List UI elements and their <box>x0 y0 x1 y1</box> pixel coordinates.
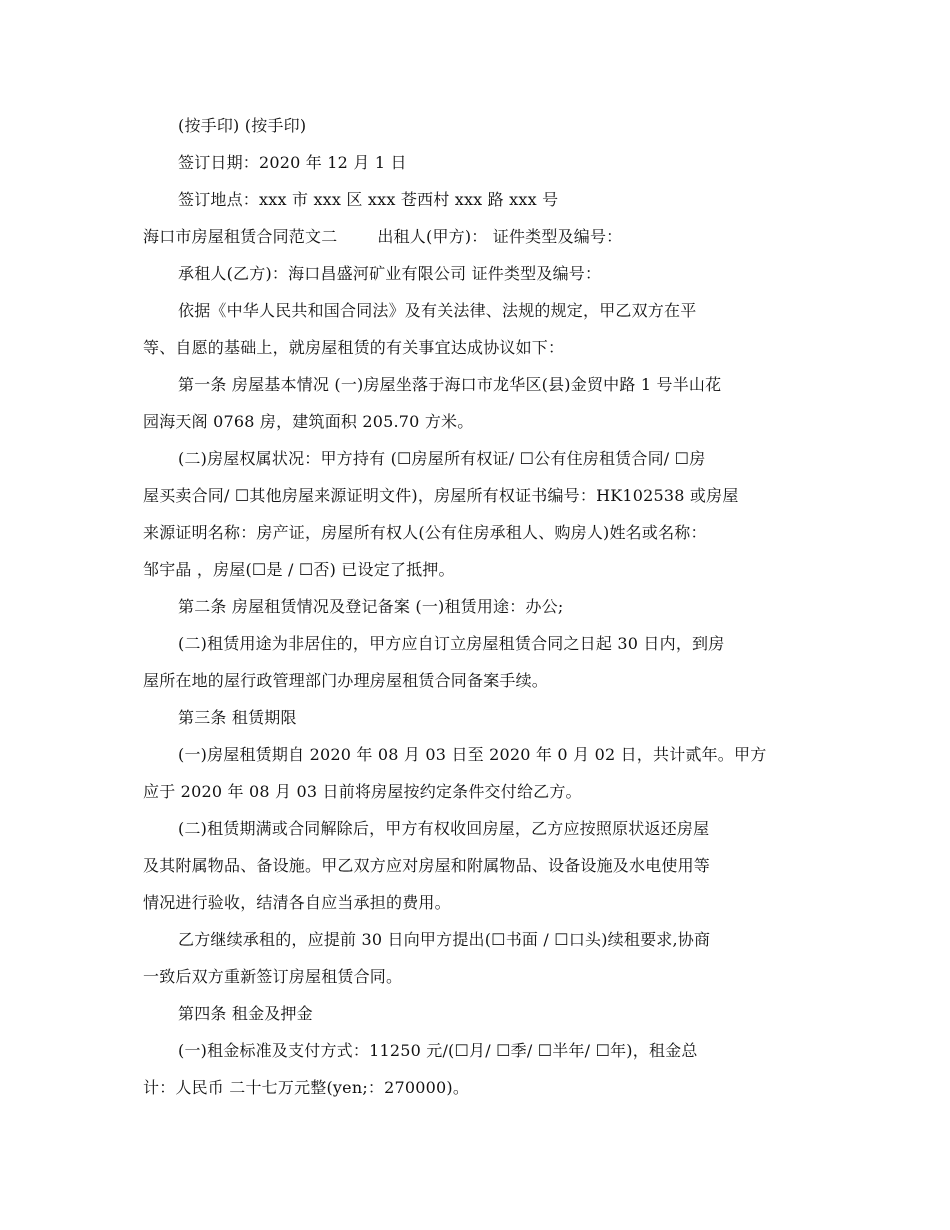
text-line: (二)租赁用途为非居住的，甲方应自订立房屋租赁合同之日起 30 日内，到房 <box>178 634 725 653</box>
text-line: 邹宇晶 ，房屋(☐是 / ☐否) 已设定了抵押。 <box>143 560 455 579</box>
text-line: (一)租金标准及支付方式：11250 元/(☐月/ ☐季/ ☐半年/ ☐年)，租金总 <box>178 1041 698 1060</box>
text-line: 来源证明名称：房产证，房屋所有权人(公有住房承租人、购房人)姓名或名称： <box>143 523 707 542</box>
contract-heading-line <box>143 228 813 265</box>
text-line: 签订日期：2020 年 12 月 1 日 <box>178 153 407 172</box>
text-line: 第三条 租赁期限 <box>178 708 297 727</box>
text-line: 应于 2020 年 08 月 03 日前将房屋按约定条件交付给乙方。 <box>143 782 582 801</box>
text-line: 一致后双方重新签订房屋租赁合同。 <box>143 967 403 986</box>
text-line: (按手印) (按手印) <box>178 116 307 135</box>
contract-title: 海口市房屋租赁合同范文二 <box>143 227 338 246</box>
text-line: (一)房屋租赁期自 2020 年 08 月 03 日至 2020 年 0 月 02 日，共计贰年。甲方 <box>178 745 767 764</box>
text-line: 园海天阁 0768 房，建筑面积 205.70 方米。 <box>143 412 474 431</box>
text-line: 及其附属物品、备设施。甲乙双方应对房屋和附属物品、设备设施及水电使用等 <box>143 856 711 875</box>
text-line: (二)房屋权属状况：甲方持有 (☐房屋所有权证/ ☐公有住房租赁合同/ ☐房 <box>178 449 706 468</box>
text-line: 第一条 房屋基本情况 (一)房屋坐落于海口市龙华区(县)金贸中路 1 号半山花 <box>178 375 722 394</box>
text-line: 第二条 房屋租赁情况及登记备案 (一)租赁用途：办公; <box>178 597 564 616</box>
text-line: 情况进行验收，结清各自应当承担的费用。 <box>143 893 451 912</box>
contract-page <box>143 117 813 1116</box>
text-line: 第四条 租金及押金 <box>178 1004 313 1023</box>
text-line: (二)租赁期满或合同解除后，甲方有权收回房屋，乙方应按照原状返还房屋 <box>178 819 710 838</box>
text-line: 屋买卖合同/ ☐其他房屋来源证明文件)，房屋所有权证书编号：HK102538 或房屋 <box>143 486 739 505</box>
text-line: 签订地点：xxx 市 xxx 区 xxx 苍西村 xxx 路 xxx 号 <box>178 190 559 209</box>
lessor-label: 出租人(甲方)： 证件类型及编号： <box>377 227 623 246</box>
text-line: 计：人民币 二十七万元整(yen;：270000)。 <box>143 1078 470 1097</box>
text-line: 依据《中华人民共和国合同法》及有关法律、法规的规定，甲乙双方在平 <box>178 301 697 320</box>
text-line: 等、自愿的基础上，就房屋租赁的有关事宜达成协议如下： <box>143 338 565 357</box>
text-line: 屋所在地的屋行政管理部门办理房屋租赁合同备案手续。 <box>143 671 549 690</box>
text-line: 乙方继续承租的，应提前 30 日向甲方提出(☐书面 / ☐口头)续租要求,协商 <box>178 930 711 949</box>
text-line: 承租人(乙方)：海口昌盛河矿业有限公司 证件类型及编号： <box>178 264 602 283</box>
